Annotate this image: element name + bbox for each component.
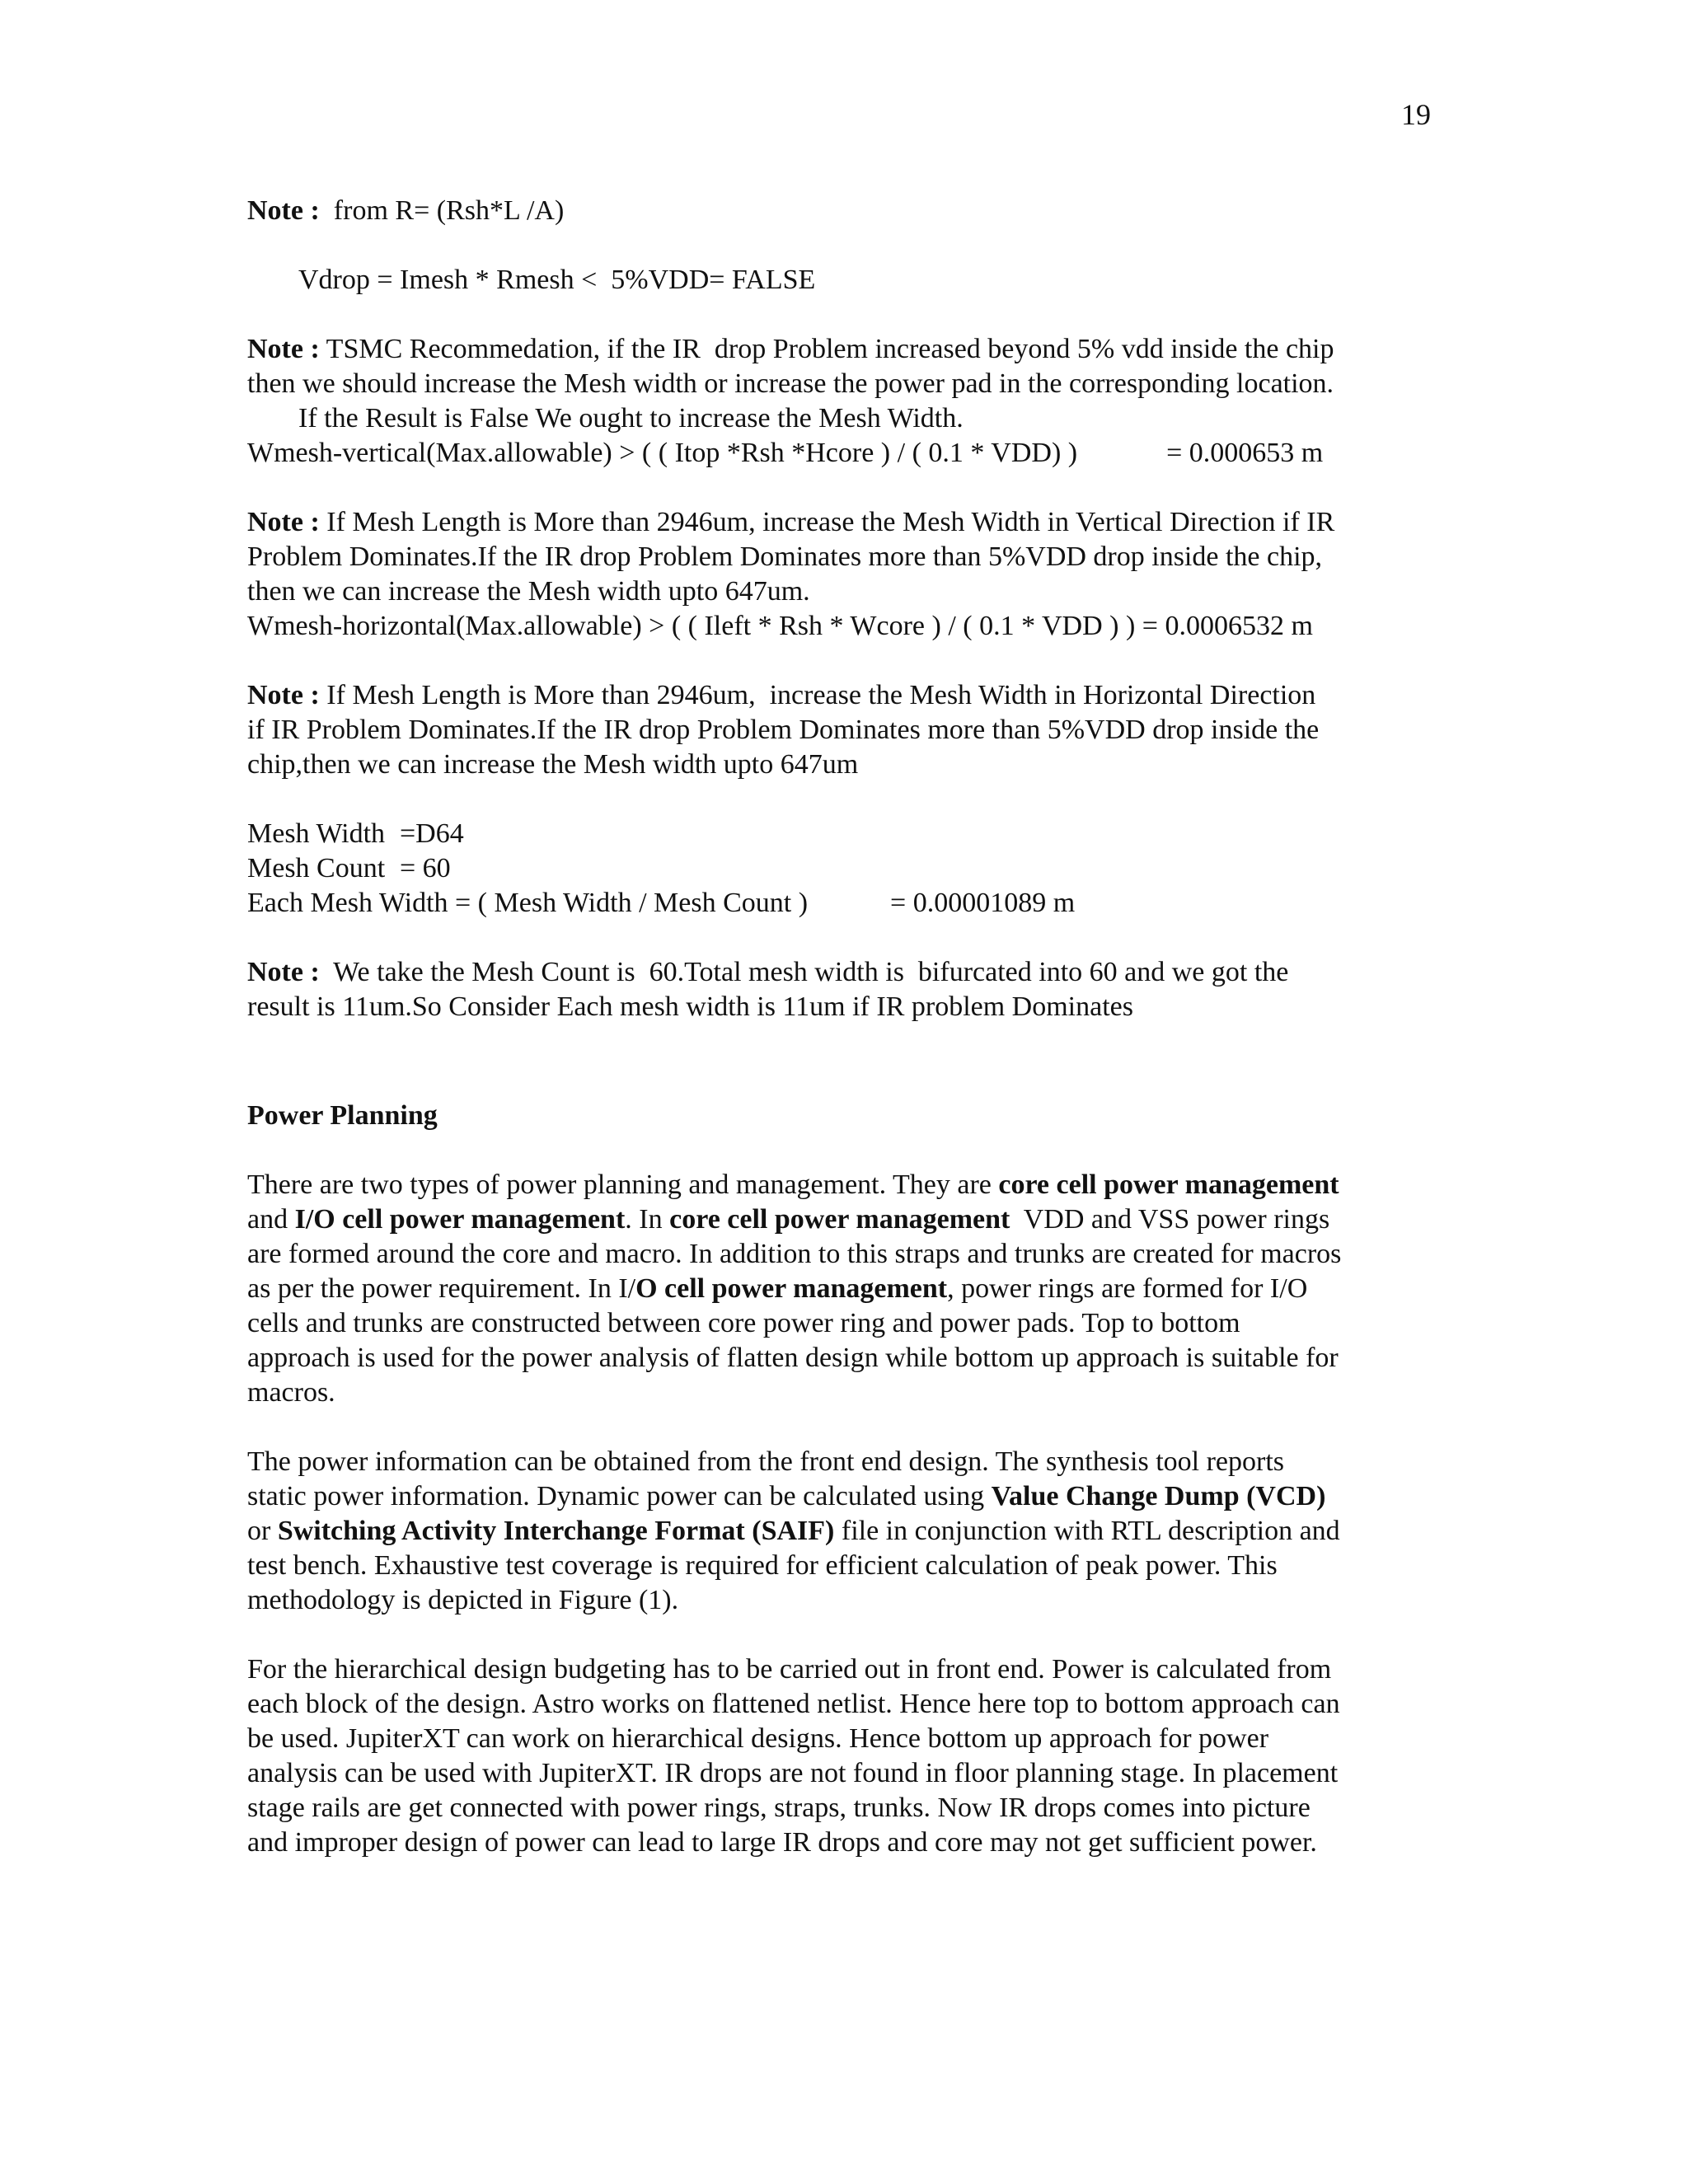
vdrop-formula-text: Vdrop = Imesh * Rmesh < 5%VDD= FALSE: [298, 265, 816, 295]
note-label: Note :: [247, 195, 320, 226]
wmesh-horizontal-formula: Wmesh-horizontal(Max.allowable) > ( ( Ileft * Rsh * Wcore ) / ( 0.1 * VDD ) ) = 0.0006532 m: [247, 611, 1313, 641]
para-text: VDD and VSS power rings: [1010, 1204, 1330, 1235]
para-text: file in conjunction with RTL description and: [834, 1516, 1340, 1546]
formula-rhs: = 0.000653 m: [1166, 438, 1324, 468]
para-bold: O cell power management: [635, 1273, 948, 1304]
para-text: test bench. Exhaustive test coverage is required for efficient calculation of peak power. This: [247, 1550, 1278, 1581]
note-mesh-count: [247, 955, 1442, 1024]
mesh-count-key: Mesh Count: [247, 853, 386, 883]
note-text: We take the Mesh Count is 60.Total mesh width is bifurcated into 60 and we got the: [319, 957, 1289, 987]
wmesh-vertical-formula: [247, 436, 1442, 471]
note-text: Problem Dominates.If the IR drop Problem Dominates more than 5%VDD drop inside the chip,: [247, 541, 1323, 572]
vdrop-formula: [247, 263, 1442, 298]
paragraph-power-types: [247, 1168, 1442, 1410]
para-text: stage rails are get connected with power rings, straps, trunks. Now IR drops comes into picture: [247, 1793, 1311, 1823]
para-text: or: [247, 1516, 278, 1546]
note-text: if IR Problem Dominates.If the IR drop Problem Dominates more than 5%VDD drop inside the: [247, 715, 1320, 745]
paragraph-power-information: [247, 1445, 1442, 1618]
mesh-width-key: Mesh Width: [247, 818, 386, 849]
para-text: static power information. Dynamic power can be calculated using: [247, 1481, 992, 1511]
para-text: . In: [625, 1204, 670, 1235]
para-text: macros.: [247, 1377, 335, 1408]
note-text: result is 11um.So Consider Each mesh width is 11um if IR problem Dominates: [247, 991, 1133, 1022]
para-text: and: [247, 1204, 295, 1235]
note-text: If Mesh Length is More than 2946um, increase the Mesh Width in Vertical Direction if IR: [319, 507, 1335, 537]
mesh-width-value: =D64: [400, 818, 464, 849]
note-text: chip,then we can increase the Mesh width upto 647um: [247, 749, 859, 780]
mesh-width-row: [247, 817, 1442, 851]
mesh-count-value: = 60: [400, 853, 451, 883]
formula-lhs: Wmesh-vertical(Max.allowable) > ( ( Itop *Rsh *Hcore ) / ( 0.1 * VDD) ): [247, 438, 1078, 468]
note-text: If the Result is False We ought to increase the Mesh Width.: [298, 403, 964, 434]
each-mesh-width-lhs: Each Mesh Width = ( Mesh Width / Mesh Count ): [247, 888, 809, 918]
para-bold: Value Change Dump (VCD): [991, 1481, 1326, 1511]
para-bold: Switching Activity Interchange Format (SAIF): [277, 1516, 835, 1546]
para-text: methodology is depicted in Figure (1).: [247, 1585, 679, 1615]
each-mesh-width-row: [247, 886, 1442, 921]
note-label: Note :: [247, 680, 320, 710]
para-text: and improper design of power can lead to large IR drops and core may not get sufficient power.: [247, 1827, 1317, 1858]
para-text: each block of the design. Astro works on flattened netlist. Hence here top to bottom approach can: [247, 1689, 1340, 1719]
para-text: approach is used for the power analysis of flatten design while bottom up approach is suitable for: [247, 1343, 1339, 1373]
para-bold: core cell power management: [998, 1169, 1339, 1200]
para-text: cells and trunks are constructed between core power ring and power pads. Top to bottom: [247, 1308, 1240, 1338]
note-text: then we can increase the Mesh width upto 647um.: [247, 576, 810, 607]
page-content: [247, 194, 1442, 1895]
para-text: There are two types of power planning and management. They are: [247, 1169, 999, 1200]
para-text: , power rings are formed for I/O: [947, 1273, 1308, 1304]
para-text: be used. JupiterXT can work on hierarchical designs. Hence bottom up approach for power: [247, 1723, 1269, 1754]
para-text: analysis can be used with JupiterXT. IR drops are not found in floor planning stage. In placement: [247, 1758, 1339, 1788]
each-mesh-width-rhs: = 0.00001089 m: [890, 888, 1076, 918]
note-resistance: [247, 194, 1442, 228]
note-text: If Mesh Length is More than 2946um, increase the Mesh Width in Horizontal Direction: [319, 680, 1316, 710]
paragraph-hierarchical-design: [247, 1652, 1442, 1860]
para-bold: I/O cell power management: [294, 1204, 626, 1235]
note-label: Note :: [247, 507, 320, 537]
mesh-parameters: [247, 817, 1442, 921]
note-text: TSMC Recommedation, if the IR drop Problem increased beyond 5% vdd inside the chip: [319, 334, 1334, 364]
note-label: Note :: [247, 957, 320, 987]
note-text: then we should increase the Mesh width or increase the power pad in the corresponding location.: [247, 368, 1334, 399]
para-bold: core cell power management: [669, 1204, 1010, 1235]
note-label: Note :: [247, 334, 320, 364]
note-vertical-direction: [247, 505, 1442, 644]
note-text: from R= (Rsh*L /A): [319, 195, 565, 226]
para-text: are formed around the core and macro. In addition to this straps and trunks are created for macros: [247, 1239, 1342, 1269]
note-horizontal-direction: [247, 678, 1442, 782]
page-number: 19: [1401, 98, 1431, 131]
section-title: Power Planning: [247, 1100, 438, 1131]
para-text: For the hierarchical design budgeting has to be carried out in front end. Power is calculated from: [247, 1654, 1332, 1685]
para-text: The power information can be obtained from the front end design. The synthesis tool reports: [247, 1446, 1284, 1477]
para-text: as per the power requirement. In I/: [247, 1273, 636, 1304]
note-tsmc-recommendation: [247, 332, 1442, 471]
mesh-count-row: [247, 851, 1442, 886]
